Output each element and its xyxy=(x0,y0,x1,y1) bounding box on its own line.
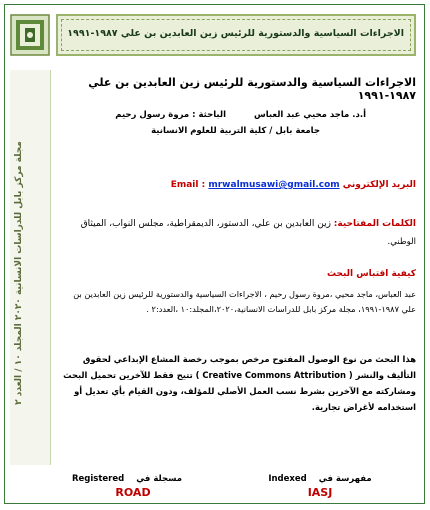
authors-line xyxy=(62,110,416,124)
article-title: الاجراءات السياسية والدستورية للرئيس زين العابدين بن علي ١٩٨٧-١٩٩١ xyxy=(88,76,416,102)
indexed-en: Indexed xyxy=(268,474,307,484)
registered-en: Registered xyxy=(71,474,125,484)
indexed-org: IASJ xyxy=(307,486,333,499)
registered-block xyxy=(71,474,188,499)
citation-heading: كيفية اقتباس البحث xyxy=(326,269,416,279)
header-banner xyxy=(56,14,416,56)
citation-text: عبد العباس، ماجد محيي ،مروة رسول رحيم ، الاجراءات السياسية والدستورية للرئيس زين العابدين بن علي ١٩٨٧-١٩٩١، مجلة مركز بابل للدراسات الانسانية،٢٠٢٠،المجلد:١٠ ،العدد:٢ . xyxy=(73,289,416,314)
indexed-block xyxy=(250,474,390,499)
author-2: الباحثة : مروة رسول رحيم xyxy=(115,110,226,120)
registered-ar: مسجلة في xyxy=(136,474,182,484)
email-label: البريد الإلكتروني Email : xyxy=(170,180,416,190)
side-vertical-text: مجلة مركز بابل للدراسات الانسانية ٢٠٢٠ المجلد ١٠ / العدد ٢ xyxy=(14,141,24,405)
indexed-ar: مفهرسة في xyxy=(318,474,372,484)
email-link[interactable]: mrwalmusawi@gmail.com xyxy=(208,180,340,190)
registered-org: ROAD xyxy=(115,486,151,499)
keywords-label: الكلمات المفتاحية: xyxy=(333,219,416,229)
license-paragraph: هذا البحث من نوع الوصول المفتوح مرخص بموجب رخصة المشاع الإبداعي لحقوق التأليف والنشر ( Creative Commons Attribution ) تتيح فقط للآخرين تحميل البحث ومشاركته مع الآخرين بشرط نسب العمل الأصلي للمؤلف، ودون القيام بأي تعديل أو استخدامه لأغراض تجارية. xyxy=(63,354,416,412)
banner-title: الاجراءات السياسية والدستورية للرئيس زين العابدين بن علي ١٩٨٧-١٩٩١ xyxy=(67,28,404,39)
keywords-text: زين العابدين بن علي، الدستور، الديمقراطية، مجلس النواب، الميثاق xyxy=(80,219,334,229)
email-line xyxy=(62,180,416,190)
author-1: أ.د. ماجد محيي عبد العباس xyxy=(254,110,366,120)
keywords-line xyxy=(62,219,416,229)
journal-logo xyxy=(10,14,50,56)
university: جامعة بابل / كلية التربية للعلوم الانسانية xyxy=(151,126,320,136)
keywords-text-continued: الوطني. xyxy=(387,237,416,247)
